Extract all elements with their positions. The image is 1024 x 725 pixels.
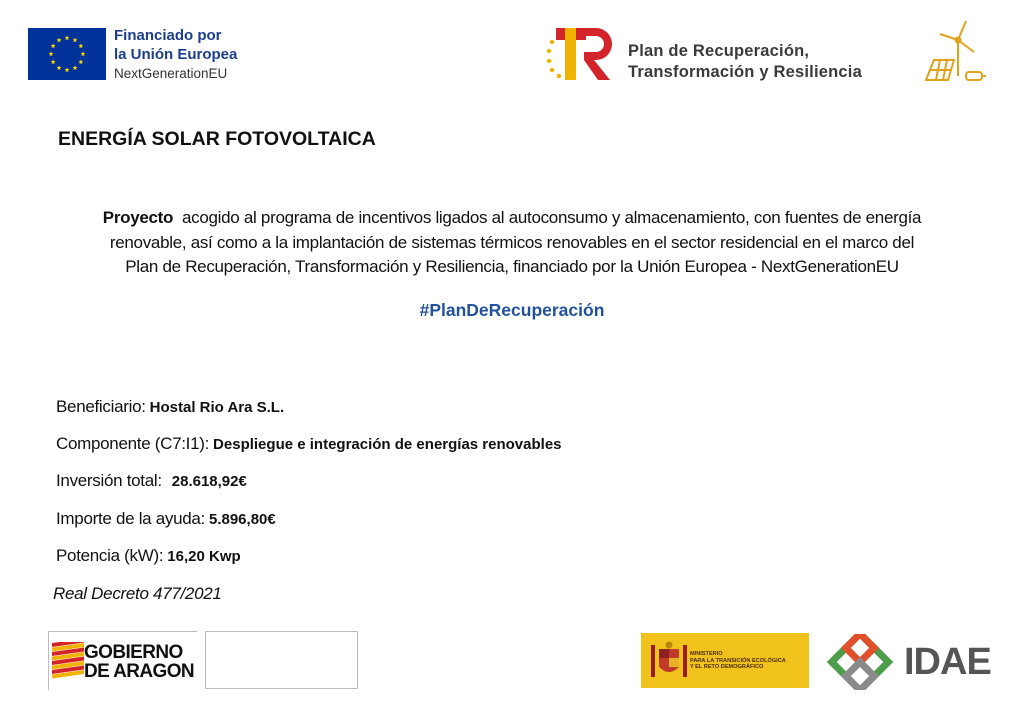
project-line-1	[50, 206, 974, 231]
project-lead: Proyecto	[102, 208, 174, 227]
page-title: ENERGÍA SOLAR FOTOVOLTAICA	[58, 128, 376, 150]
empty-logo-box	[205, 631, 358, 689]
potencia-row	[56, 546, 241, 566]
eu-flag-logo	[28, 28, 106, 80]
ayuda-row	[56, 509, 276, 529]
eu-line-1: Financiado por	[114, 27, 222, 44]
inversion-row	[56, 471, 247, 491]
beneficiario-value: Hostal Rio Ara S.L.	[149, 399, 285, 416]
project-line-2: renovable, así como a la implantación de sistemas térmicos renovables en el sector residencial en el marco del	[109, 232, 915, 252]
prtr-logo	[544, 24, 616, 84]
componente-value: Despliegue e integración de energías renovables	[213, 436, 562, 453]
project-line-1-text: acogido al programa de incentivos ligados al autoconsumo y almacenamiento, con fuentes de energía	[182, 208, 922, 227]
ministerio-line-1: MINISTERIO	[690, 651, 723, 657]
eu-line-2: la Unión Europea	[114, 45, 238, 63]
hashtag: #PlanDeRecuperación	[419, 300, 605, 320]
project-description	[50, 206, 974, 280]
componente-row	[56, 434, 562, 454]
componente-label: Componente (C7:I1):	[56, 434, 210, 453]
gobierno-aragon-label	[84, 643, 194, 681]
prtr-label	[628, 41, 862, 84]
idae-logo-mark	[822, 634, 898, 690]
inversion-label: Inversión total:	[56, 471, 162, 490]
ministerio-label	[690, 651, 786, 671]
potencia-value: 16,20 Kwp	[167, 548, 241, 565]
ayuda-label: Importe de la ayuda:	[56, 509, 205, 528]
ministerio-line-2: PARA LA TRANSICIÓN ECOLÓGICA	[690, 657, 786, 664]
prtr-line-2: Transformación y Resiliencia	[628, 63, 862, 82]
ministerio-line-3: Y EL RETO DEMOGRÁFICO	[690, 664, 764, 671]
decree: Real Decreto 477/2021	[53, 584, 222, 603]
gobierno-line-2: DE ARAGON	[84, 661, 195, 682]
beneficiario-label: Beneficiario:	[56, 397, 146, 416]
windmill-solar-icon	[918, 18, 988, 86]
potencia-label: Potencia (kW):	[56, 546, 164, 565]
project-line-3: Plan de Recuperación, Transformación y Resiliencia, financiado por la Unión Europea - NextGenerationEU	[125, 257, 899, 276]
eu-funding-label	[114, 27, 237, 82]
inversion-value: 28.618,92€	[171, 473, 247, 490]
aragon-stripes-icon	[52, 642, 86, 682]
ayuda-value: 5.896,80€	[208, 511, 276, 528]
gobierno-line-1: GOBIERNO	[84, 642, 183, 663]
spain-coat-of-arms-icon	[647, 639, 691, 683]
beneficiario-row	[56, 397, 284, 417]
eu-line-3: NextGenerationEU	[114, 65, 228, 81]
idae-label: IDAE	[904, 641, 991, 683]
prtr-line-1: Plan de Recuperación,	[628, 42, 810, 60]
